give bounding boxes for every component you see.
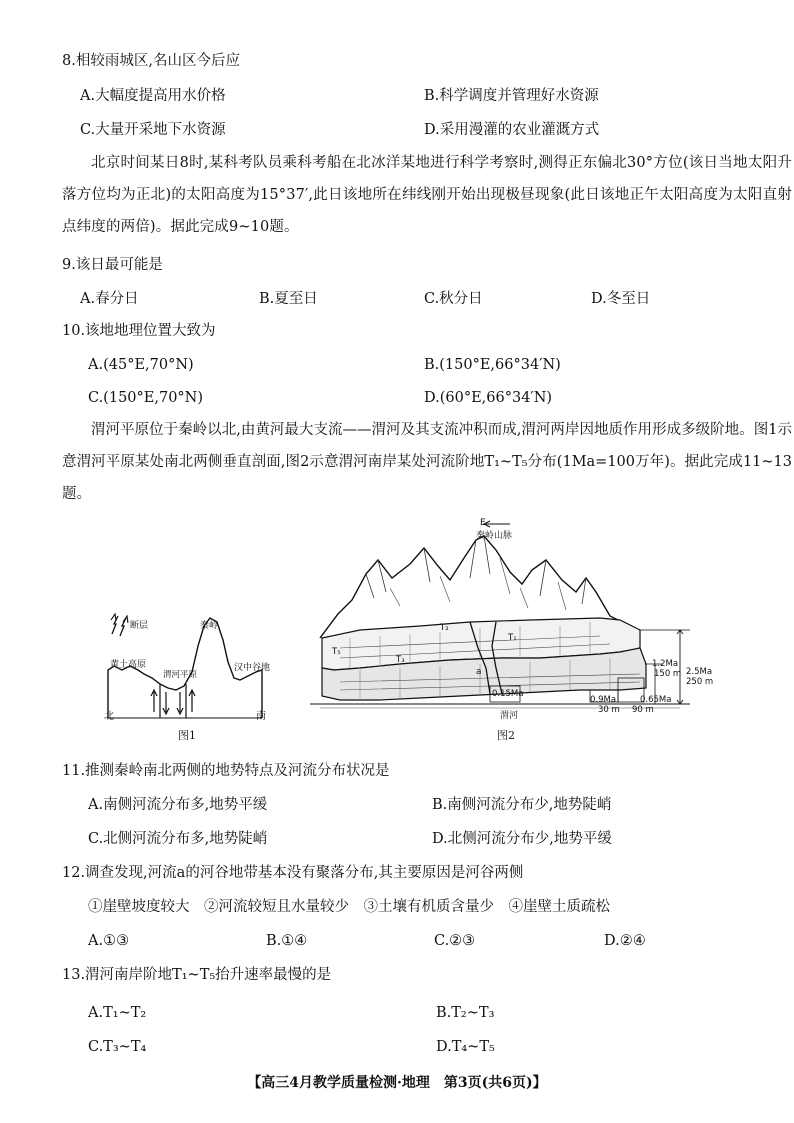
fig1-north-label: 北 <box>104 711 114 722</box>
passage-9-10: 北京时间某日8时,某科考队员乘科考船在北冰洋某地进行科学考察时,测得正东偏北30°方位(该日当地太阳升落方位均为正北)的太阳高度为15°37′,此日该地所在纬线刚开始出现极昼现象(此日该地正午太阳高度为太阳直射点纬度的两倍)。据此完成9~10题。 <box>62 155 792 235</box>
q8-option-a: A.大幅度提高用水价格 <box>80 88 226 104</box>
q11-stem: 11.推测秦岭南北两侧的地势特点及河流分布状况是 <box>62 763 390 779</box>
q13-option-a: A.T₁~T₂ <box>88 1005 147 1021</box>
q11-option-b: B.南侧河流分布少,地势陡峭 <box>432 797 612 813</box>
fig2-weihe-label: 渭河 <box>500 711 519 721</box>
q9-option-c: C.秋分日 <box>424 291 483 307</box>
fig2-river-a-label: a <box>476 667 482 677</box>
q8-stem: 8.相较雨城区,名山区今后应 <box>62 53 240 69</box>
q13-option-d: D.T₄~T₅ <box>436 1039 495 1055</box>
fig2-height-150: 150 m <box>654 669 682 679</box>
fig2-height-90: 90 m <box>632 705 654 715</box>
q13-stem: 13.渭河南岸阶地T₁~T₅抬升速率最慢的是 <box>62 967 332 983</box>
fig1-caption: 图1 <box>178 729 196 742</box>
q11-option-a: A.南侧河流分布多,地势平缓 <box>88 797 268 813</box>
fig1-weihe-label: 渭河平原 <box>163 670 198 680</box>
q11-option-c: C.北侧河流分布多,地势陡峭 <box>88 831 268 847</box>
q13-option-c: C.T₃~T₄ <box>88 1039 147 1055</box>
fig2-t3-label: T₃ <box>396 655 405 665</box>
fig2-t1-label: T₁ <box>508 633 517 643</box>
q10-option-a: A.(45°E,70°N) <box>88 357 194 373</box>
q11-option-d: D.北侧河流分布少,地势平缓 <box>432 831 612 847</box>
q10-stem: 10.该地地理位置大致为 <box>62 323 216 339</box>
fig2-age-065: 0.65Ma <box>640 695 672 705</box>
fig2-age-09: 0.9Ma <box>590 695 617 705</box>
q10-option-b: B.(150°E,66°34′N) <box>424 357 561 373</box>
fig1-fault-label: 断层 <box>130 621 149 631</box>
fig2-caption: 图2 <box>497 729 515 742</box>
q12-option-a: A.①③ <box>88 933 130 949</box>
fig2-height-30: 30 m <box>598 705 620 715</box>
q12-option-c: C.②③ <box>434 933 476 949</box>
q9-option-d: D.冬至日 <box>591 291 651 307</box>
q13-option-b: B.T₂~T₃ <box>436 1005 495 1021</box>
fig2-east-label: E <box>480 518 486 528</box>
fig2-age-015: 0.15Ma <box>492 689 524 699</box>
fig2-height-250: 250 m <box>686 677 714 687</box>
q8-option-d: D.采用漫灌的农业灌溉方式 <box>424 122 600 138</box>
q8-option-b: B.科学调度并管理好水资源 <box>424 88 599 104</box>
fig1-qinling-label: 秦岭 <box>200 621 219 631</box>
fig2-t2-label: T₂ <box>440 623 449 633</box>
fig1-south-label: 南 <box>256 711 266 722</box>
passage-11-13: 渭河平原位于秦岭以北,由黄河最大支流——渭河及其支流冲积而成,渭河两岸因地质作用形成多级阶地。图1示意渭河平原某处南北两侧垂直剖面,图2示意渭河南岸某处河流阶地T₁~T₅分布(1Ma=100万年)。据此完成11~13题。 <box>62 422 792 502</box>
fig2-mountain-label: 秦岭山脉 <box>476 531 513 541</box>
q9-option-a: A.春分日 <box>80 291 139 307</box>
page-footer: 【高三4月教学质量检测·地理 第3页(共6页)】 <box>247 1075 547 1091</box>
q10-option-d: D.(60°E,66°34′N) <box>424 390 553 406</box>
q12-option-d: D.②④ <box>604 933 646 949</box>
q12-stem: 12.调查发现,河流a的河谷地带基本没有聚落分布,其主要原因是河谷两侧 <box>62 865 524 881</box>
fig1-loess-label: 黄土高原 <box>110 660 147 670</box>
q10-option-c: C.(150°E,70°N) <box>88 390 204 406</box>
fig1-hanzhong-label: 汉中谷地 <box>234 663 271 673</box>
fig2-age-12: 1.2Ma <box>652 659 679 669</box>
q9-option-b: B.夏至日 <box>259 291 318 307</box>
q12-option-b: B.①④ <box>266 933 308 949</box>
q9-stem: 9.该日最可能是 <box>62 257 163 273</box>
q8-option-c: C.大量开采地下水资源 <box>80 122 226 138</box>
q12-reasons: ①崖壁坡度较大 ②河流较短且水量较少 ③土壤有机质含量少 ④崖壁土质疏松 <box>88 899 610 915</box>
fig2-t5-label: T₅ <box>332 647 341 657</box>
fig2-age-25: 2.5Ma <box>686 667 713 677</box>
